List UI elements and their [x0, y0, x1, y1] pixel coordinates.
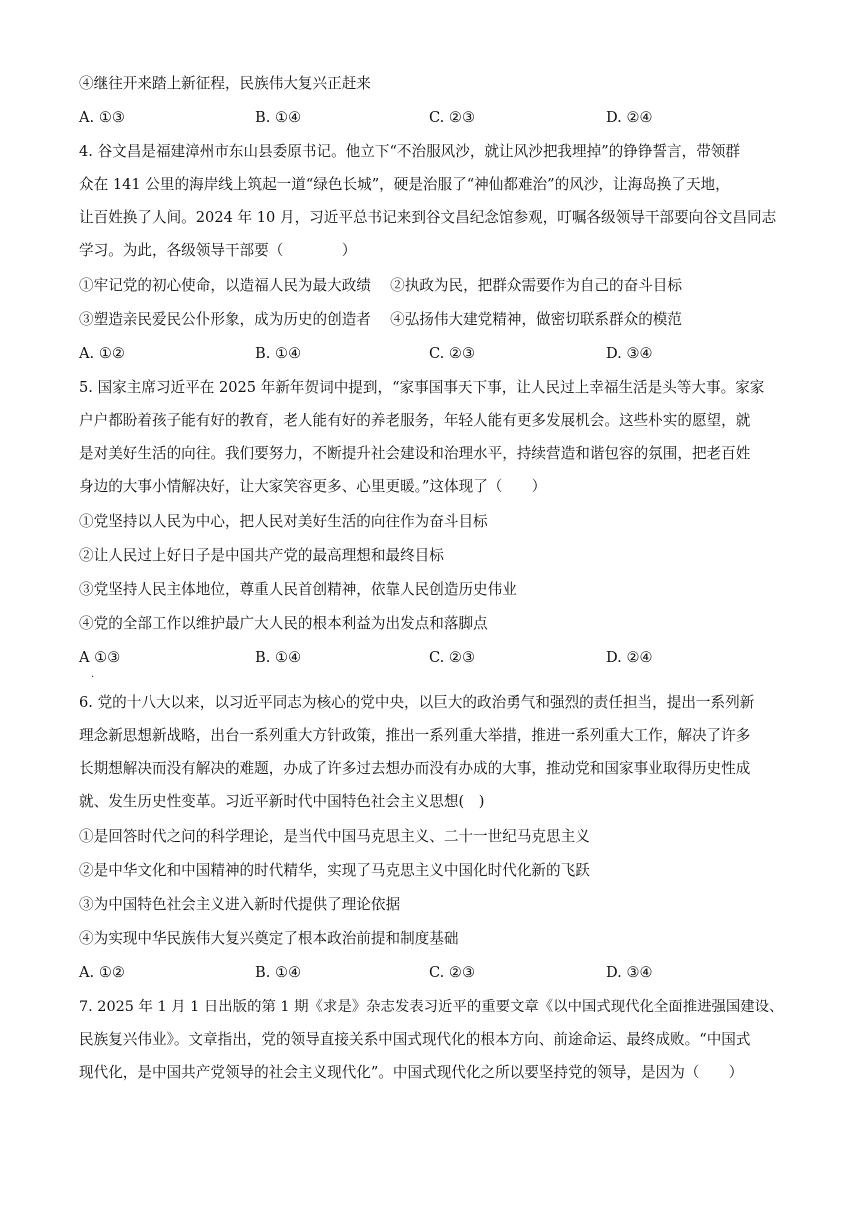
q6-option-b: B. ①④ — [255, 964, 302, 981]
q5-option-b: B. ①④ — [255, 649, 302, 666]
q4-option-d: D. ③④ — [606, 345, 653, 362]
q5-stem-line-2: 户户都盼着孩子能有好的教育，老人能有好的养老服务，年轻人能有更多发展机会。这些朴实的愿望，就 — [79, 412, 751, 429]
q7-stem-line-2: 民族复兴伟业》。文章指出，党的领导直接关系中国式现代化的根本方向、前途命运、最终成败。“中国式 — [79, 1031, 751, 1048]
q4-option-c: C. ②③ — [429, 345, 476, 362]
q5-option-d: D. ②④ — [606, 649, 653, 666]
q4-stem-line-2: 众在 141 公里的海岸线上筑起一道“绿色长城”，硬是治服了“神仙都难治”的风沙，让海岛换了天地， — [79, 176, 730, 193]
q6-statement-4: ④为实现中华民族伟大复兴奠定了根本政治前提和制度基础 — [79, 930, 459, 947]
q4-stem-line-1: 4. 谷文昌是福建漳州市东山县委原书记。他立下“不治服风沙，就让风沙把我埋掉”的铮铮誓言，带领群 — [79, 143, 741, 160]
q5-options — [79, 648, 791, 668]
q5-statement-1: ①党坚持以人民为中心，把人民对美好生活的向往作为奋斗目标 — [79, 513, 488, 530]
q5-statement-3: ③党坚持人民主体地位，尊重人民首创精神，依靠人民创造历史伟业 — [79, 581, 517, 598]
q3-option-a: A. ①③ — [79, 109, 125, 126]
q6-statement-1: ①是回答时代之问的科学理论，是当代中国马克思主义、二十一世纪马克思主义 — [79, 828, 590, 845]
q6-stem-line-4: 就、发生历史性变革。习近平新时代中国特色社会主义思想( ) — [79, 793, 485, 810]
q4-option-b: B. ①④ — [255, 345, 302, 362]
q7-stem-line-3: 现代化，是中国共产党领导的社会主义现代化”。中国式现代化之所以要坚持党的领导，是因为（ ） — [79, 1064, 744, 1081]
q5-option-c: C. ②③ — [429, 649, 476, 666]
q4-option-a: A. ①② — [79, 345, 125, 362]
q5-statement-4: ④党的全部工作以维护最广大人民的根本利益为出发点和落脚点 — [79, 615, 488, 632]
q5-statement-2: ②让人民过上好日子是中国共产党的最高理想和最终目标 — [79, 547, 444, 564]
q5-stem-line-4: 身边的大事小情解决好，让大家笑容更多、心里更暖。”这体现了（ ） — [79, 478, 547, 495]
q6-stem-line-1: 6. 党的十八大以来，以习近平同志为核心的党中央，以巨大的政治勇气和强烈的责任担当，提出一系列新 — [79, 694, 755, 711]
q3-options — [79, 108, 791, 128]
q6-option-a: A. ①② — [79, 964, 125, 981]
q3-statement-4: ④继往开来踏上新征程，民族伟大复兴正赶来 — [79, 75, 371, 92]
q5-stem-line-3: 是对美好生活的向往。我们要努力，不断提升社会建设和治理水平，持续营造和谐包容的氛围，把老百姓 — [79, 445, 751, 462]
q3-option-d: D. ②④ — [606, 109, 653, 126]
q6-stem-line-3: 长期想解决而没有解决的难题，办成了许多过去想办而没有办成的大事，推动党和国家事业取得历史性成 — [79, 760, 751, 777]
stray-dot-mark: . — [91, 669, 95, 680]
q4-stem-line-4: 学习。为此，各级领导干部要（ ） — [79, 242, 357, 259]
q6-statement-3: ③为中国特色社会主义进入新时代提供了理论依据 — [79, 896, 401, 913]
q6-option-d: D. ③④ — [606, 964, 653, 981]
q6-statement-2: ②是中华文化和中国精神的时代精华，实现了马克思主义中国化时代化新的飞跃 — [79, 862, 590, 879]
q4-statements-row-1: ①牢记党的初心使命，以造福人民为最大政绩 ②执政为民，把群众需要作为自己的奋斗目标 — [79, 277, 682, 294]
q6-option-c: C. ②③ — [429, 964, 476, 981]
q6-options — [79, 963, 791, 983]
q4-statements-row-2: ③塑造亲民爱民公仆形象，成为历史的创造者 ④弘扬伟大建党精神，做密切联系群众的模范 — [79, 311, 682, 328]
q5-option-a: A ①③ — [79, 649, 121, 666]
q3-option-c: C. ②③ — [429, 109, 476, 126]
q4-stem-line-3: 让百姓换了人间。2024 年 10 月，习近平总书记来到谷文昌纪念馆参观，叮嘱各级领导干部要向谷文昌同志 — [79, 209, 777, 226]
q6-stem-line-2: 理念新思想新战略，出台一系列重大方针政策，推出一系列重大举措，推进一系列重大工作，解决了许多 — [79, 727, 751, 744]
q5-stem-line-1: 5. 国家主席习近平在 2025 年新年贺词中提到，“家事国事天下事，让人民过上幸福生活是头等大事。家家 — [79, 379, 765, 396]
q4-options — [79, 344, 791, 364]
q7-stem-line-1: 7. 2025 年 1 月 1 日出版的第 1 期《求是》杂志发表习近平的重要文章《以中国式现代化全面推进强国建设、 — [79, 999, 784, 1015]
q3-option-b: B. ①④ — [255, 109, 302, 126]
